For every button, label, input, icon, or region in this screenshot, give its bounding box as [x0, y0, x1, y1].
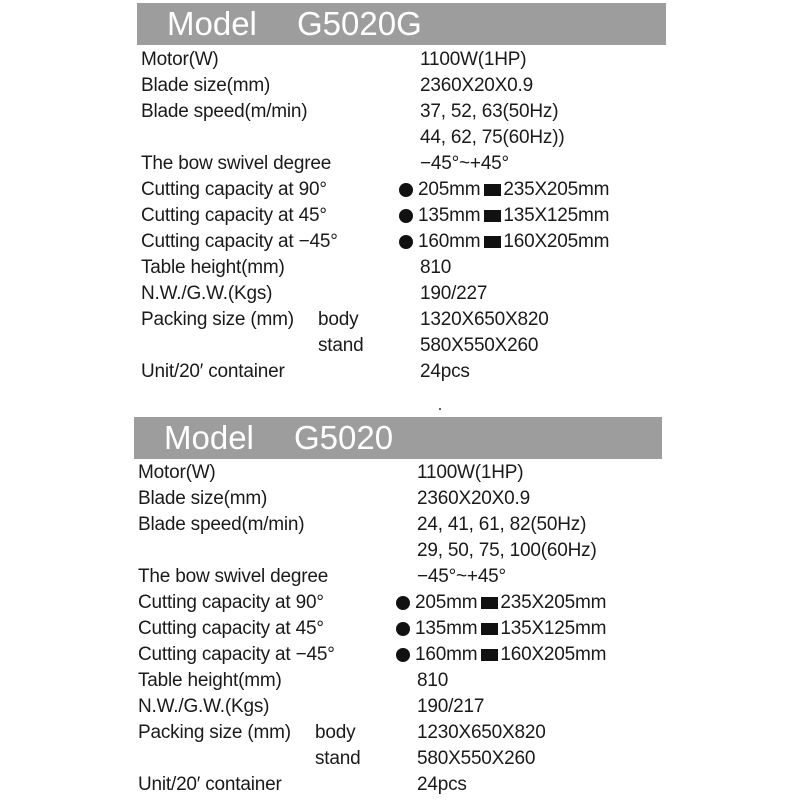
spec-label: Motor(W) — [141, 49, 219, 70]
spec-label: Cutting capacity at 90° — [141, 179, 327, 200]
spec-value-60hz: 44, 62, 75(60Hz)) — [420, 127, 565, 148]
rect-capacity: 160X205mm — [500, 644, 607, 665]
spec-value: 1230X650X820 — [417, 722, 546, 743]
spec-label: Motor(W) — [138, 462, 216, 483]
round-capacity: 160mm — [418, 231, 481, 252]
spec-row-capacity-minus-45 — [134, 642, 662, 668]
spec-row-table-height — [134, 668, 662, 694]
rectangular-stock-icon — [484, 210, 501, 222]
spec-value-50hz: 24, 41, 61, 82(50Hz) — [417, 514, 587, 535]
spec-value: −45°~+45° — [417, 566, 506, 587]
spec-label: Blade speed(m/min) — [141, 101, 308, 122]
spec-label: Cutting capacity at −45° — [141, 231, 338, 252]
spec-row-table-height — [137, 255, 666, 281]
spec-row-container — [137, 359, 666, 385]
round-capacity: 205mm — [418, 179, 481, 200]
spec-row-weight — [134, 694, 662, 720]
spec-value: 580X550X260 — [420, 335, 539, 356]
round-capacity: 160mm — [415, 644, 478, 665]
spec-value: 190/227 — [420, 283, 488, 304]
capacity-values — [399, 177, 609, 203]
spec-sublabel: stand — [318, 335, 364, 356]
round-stock-icon — [399, 235, 413, 249]
rect-capacity: 135X125mm — [500, 618, 607, 639]
round-stock-icon — [399, 209, 413, 223]
spec-row-blade-speed-60hz — [134, 538, 662, 564]
model-code: G5020G — [297, 5, 422, 42]
spec-label: Blade size(mm) — [138, 488, 268, 509]
spec-label: The bow swivel degree — [141, 153, 332, 174]
spec-row-capacity-90 — [137, 177, 666, 203]
capacity-values — [396, 616, 606, 642]
rect-capacity: 235X205mm — [503, 179, 610, 200]
model-label: Model — [164, 419, 254, 456]
spec-sublabel: body — [315, 722, 356, 743]
spec-value: 1100W(1HP) — [417, 462, 524, 483]
rect-capacity: 235X205mm — [500, 592, 607, 613]
spec-value: 2360X20X0.9 — [417, 488, 530, 509]
rectangular-stock-icon — [484, 236, 501, 248]
spec-label: Cutting capacity at −45° — [138, 644, 335, 665]
spec-row-swivel — [134, 564, 662, 590]
model-label: Model — [167, 5, 257, 42]
rect-capacity: 160X205mm — [503, 231, 610, 252]
spec-label: Cutting capacity at 90° — [138, 592, 324, 613]
model-header — [137, 3, 666, 45]
spec-label: Packing size (mm) — [138, 722, 291, 743]
spec-sublabel: stand — [315, 748, 361, 769]
spec-label: N.W./G.W.(Kgs) — [138, 696, 270, 717]
spec-label: Unit/20′ container — [138, 774, 282, 795]
spec-row-blade-size — [137, 73, 666, 99]
spec-row-capacity-minus-45 — [137, 229, 666, 255]
spec-row-capacity-45 — [137, 203, 666, 229]
spec-sheet-g5020g — [137, 3, 666, 385]
spec-value: 2360X20X0.9 — [420, 75, 533, 96]
spec-row-capacity-90 — [134, 590, 662, 616]
spec-rows — [137, 45, 666, 385]
spec-value: 24pcs — [420, 361, 470, 382]
rectangular-stock-icon — [481, 597, 498, 609]
capacity-values — [399, 203, 609, 229]
spec-row-swivel — [137, 151, 666, 177]
rect-capacity: 135X125mm — [503, 205, 610, 226]
spec-row-weight — [137, 281, 666, 307]
capacity-values — [399, 229, 609, 255]
spec-row-blade-speed — [134, 512, 662, 538]
spec-label: Blade size(mm) — [141, 75, 271, 96]
model-code: G5020 — [294, 419, 394, 456]
round-stock-icon — [396, 648, 410, 662]
spec-sublabel: body — [318, 309, 359, 330]
spec-row-container — [134, 772, 662, 798]
rectangular-stock-icon — [481, 649, 498, 661]
spec-row-packing-body — [137, 307, 666, 333]
round-stock-icon — [396, 596, 410, 610]
spec-row-blade-speed — [137, 99, 666, 125]
round-stock-icon — [399, 183, 413, 197]
spec-row-motor — [137, 47, 666, 73]
spec-label: Cutting capacity at 45° — [138, 618, 324, 639]
round-capacity: 205mm — [415, 592, 478, 613]
spec-row-blade-speed-60hz — [137, 125, 666, 151]
spec-value: 24pcs — [417, 774, 467, 795]
spec-value-60hz: 29, 50, 75, 100(60Hz) — [417, 540, 597, 561]
spec-label: The bow swivel degree — [138, 566, 329, 587]
spec-value: −45°~+45° — [420, 153, 509, 174]
spec-label: Unit/20′ container — [141, 361, 285, 382]
spec-value: 1320X650X820 — [420, 309, 549, 330]
spec-label: Table height(mm) — [141, 257, 285, 278]
spec-value: 810 — [417, 670, 449, 691]
spec-value: 1100W(1HP) — [420, 49, 527, 70]
spec-label: Packing size (mm) — [141, 309, 294, 330]
spec-value: 810 — [420, 257, 452, 278]
spec-value: 190/217 — [417, 696, 485, 717]
spec-label: Cutting capacity at 45° — [141, 205, 327, 226]
round-stock-icon — [396, 622, 410, 636]
spec-row-blade-size — [134, 486, 662, 512]
stray-dot — [439, 408, 441, 410]
capacity-values — [396, 642, 606, 668]
model-header — [134, 417, 662, 459]
spec-label: Blade speed(m/min) — [138, 514, 305, 535]
spec-row-packing-stand — [134, 746, 662, 772]
spec-row-packing-stand — [137, 333, 666, 359]
spec-sheet-g5020 — [134, 417, 662, 798]
rectangular-stock-icon — [481, 623, 498, 635]
spec-label: Table height(mm) — [138, 670, 282, 691]
spec-row-motor — [134, 460, 662, 486]
capacity-values — [396, 590, 606, 616]
rectangular-stock-icon — [484, 184, 501, 196]
spec-label: N.W./G.W.(Kgs) — [141, 283, 273, 304]
round-capacity: 135mm — [418, 205, 481, 226]
spec-value-50hz: 37, 52, 63(50Hz) — [420, 101, 559, 122]
spec-row-capacity-45 — [134, 616, 662, 642]
spec-row-packing-body — [134, 720, 662, 746]
spec-rows — [134, 459, 662, 798]
round-capacity: 135mm — [415, 618, 478, 639]
spec-value: 580X550X260 — [417, 748, 536, 769]
